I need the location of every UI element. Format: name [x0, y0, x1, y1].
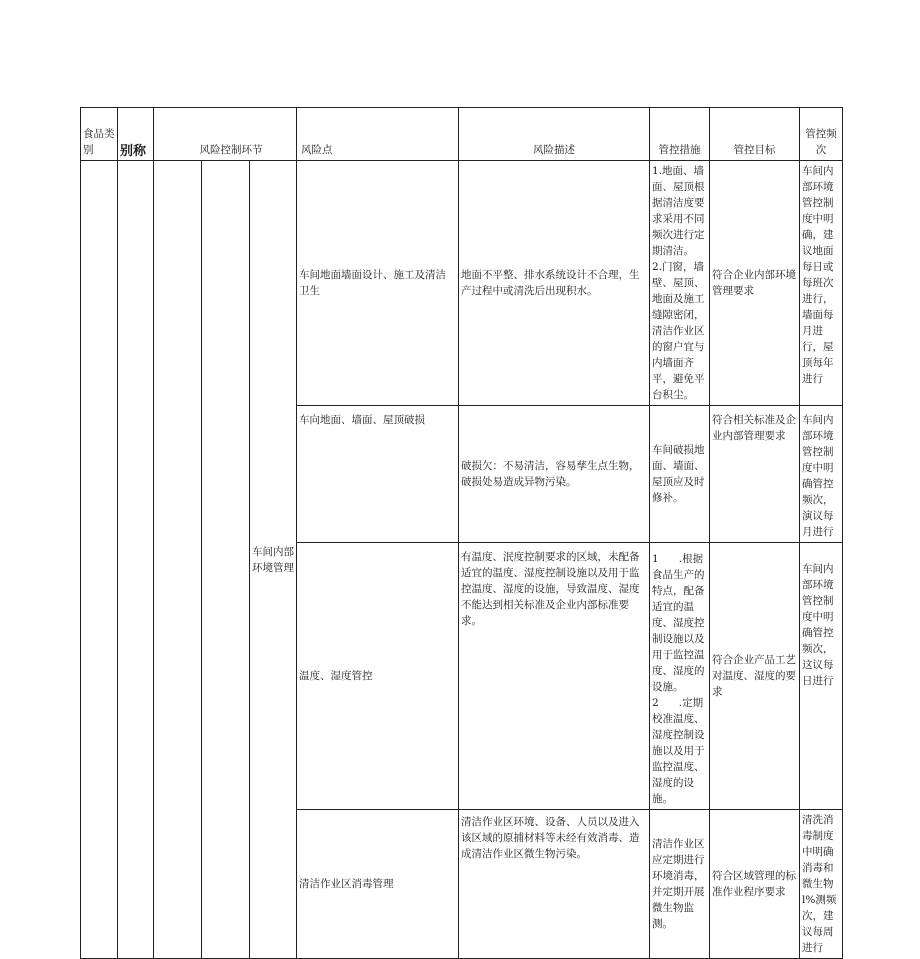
table-row	[81, 161, 843, 406]
risk-point-cell: 车间地面墙面设计、施工及清洁卫生	[297, 161, 459, 406]
stage-cell-2	[202, 161, 250, 959]
header-risk-description: 风险描述	[459, 108, 650, 161]
risk-point-cell: 清洁作业区消毒管理	[297, 810, 459, 959]
control-target-cell: 符合区域管理的标准作业程序要求	[710, 810, 800, 959]
control-target-cell: 符合企业内部环境管理要求	[710, 161, 800, 406]
alias-cell	[118, 161, 154, 959]
header-food-category: 食品类别	[81, 108, 118, 161]
header-control-stage: 风险控制环节	[154, 108, 297, 161]
header-control-target: 管控目标	[710, 108, 800, 161]
control-measures-cell: 车间破损地面、墙面、屋顶应及时修补。	[650, 406, 710, 543]
risk-point-cell: 车向地面、墙面、屋顶破损	[297, 406, 459, 543]
header-control-measures: 管控措施	[650, 108, 710, 161]
header-control-frequency: 管控频次	[800, 108, 843, 161]
food-category-cell	[81, 161, 118, 959]
control-measures-cell: 1.地面、墙面、屋顶根据清洁度要求采用不同频次进行定期清洁。 2.门窗，墙壁、屋顶、地面及施工缝隙密闭，清洁作业区的窗户宜与内墙面齐平，避免平台积尘。	[650, 161, 710, 406]
control-target-cell: 符合相关标准及企业内部管理要求	[710, 406, 800, 543]
header-row	[81, 108, 843, 161]
control-frequency-cell: 车间内部环境管控制度中明确管控频次，这议每日进行	[800, 543, 843, 810]
control-frequency-cell: 车间内部环境管控制度中明确管控频次，演议每月进行	[800, 406, 843, 543]
risk-description-cell: 地面不平整、排水系统设计不合理，生产过程中或清洗后出现积水。	[459, 161, 650, 406]
stage-label: 车间内部环境管理	[250, 161, 297, 959]
risk-point-cell: 温度、湿度管控	[297, 543, 459, 810]
control-frequency-cell: 车间内部环境管控制度中明确，建议地面每日或每班次进行，墙面每月进行，屋顶每年进行	[800, 161, 843, 406]
risk-description-cell: 破损欠：不易清洁，容易孳生点生物，破损处易造成异物污染。	[459, 406, 650, 543]
risk-description-cell: 有温度、泯度控制要求的区域，未配备适宜的温度、湿度控制设施以及用于监控温度、湿度的设施，导致温度、湿度不能达到相关标准及企业内部标准要求。	[459, 543, 650, 810]
control-measures-cell: 清洁作业区应定期进行环境消毒，并定期开展微生物监测。	[650, 810, 710, 959]
risk-description-cell: 清洁作业区环境、设备、人员以及进入该区域的原捕材料等未经有效消毒、造成清洁作业区微生物污染。	[459, 810, 650, 959]
control-frequency-cell: 清洗消毒制度中明确消毒和微生物l%测频次，建议每周进行	[800, 810, 843, 959]
risk-control-table	[80, 107, 843, 959]
header-risk-point: 风险点	[297, 108, 459, 161]
stage-cell-1	[154, 161, 202, 959]
risk-control-table-sheet	[80, 107, 842, 954]
control-measures-cell: 1 .根据食品生产的特点，配备适宜的温度、湿度控制设施以及用于监控温度、湿度的设施。 2 .定期校准温度、湿度控制设施以及用于监控温度、湿度的设施。	[650, 543, 710, 810]
header-alias: 别称	[118, 108, 154, 161]
control-target-cell: 符合企业产品工艺对温度、湿度的要求	[710, 543, 800, 810]
